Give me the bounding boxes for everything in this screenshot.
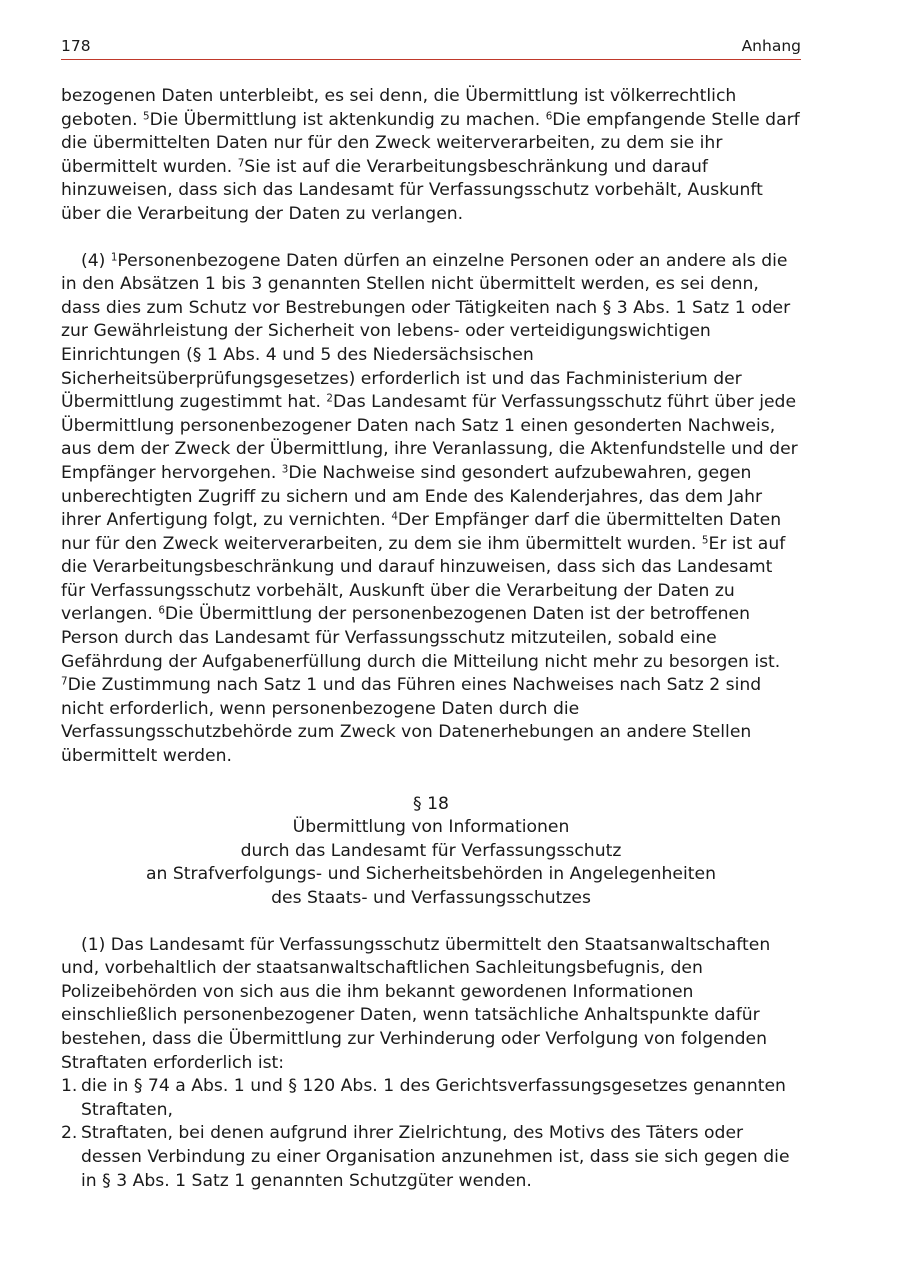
- sentence-number: 3: [281, 463, 289, 476]
- section-title-line: des Staats- und Verfassungsschutzes: [271, 888, 591, 908]
- enumerated-list: [61, 1075, 801, 1193]
- section-title-line: Übermittlung von Informationen: [292, 817, 570, 838]
- page-header: [61, 36, 801, 60]
- page-number: 178: [61, 37, 91, 55]
- paragraph-continuation: [61, 85, 801, 227]
- sentence: Die Zustimmung nach Satz 1 und das Führen eines Nachweises nach Satz 2 sind nicht erforderlich, wenn personenbezogene Daten durch die Verfassungsschutzbehörde zum Zweck von Datenerhebungen an andere Stellen übermittelt werden.: [61, 675, 762, 767]
- sentence-number: 6: [158, 604, 165, 617]
- list-item: [61, 1122, 801, 1193]
- sentence-number: 5: [143, 109, 150, 122]
- sentence-number: 1: [110, 250, 118, 263]
- sentence: Der Empfänger darf die übermittelten Daten nur für den Zweck weiterverarbeiten, zu dem sie ihm übermittelt wurden.: [61, 510, 782, 554]
- sentence-number: 7: [237, 157, 245, 170]
- section-title-line: durch das Landesamt für Verfassungsschutz: [240, 840, 622, 861]
- section-heading: [61, 793, 801, 911]
- sentence-number: 4: [391, 510, 398, 523]
- list-item: [61, 1075, 801, 1122]
- sentence: Die Übermittlung ist aktenkundig zu machen.: [149, 109, 546, 130]
- sentence: Die empfangende Stelle darf die übermittelten Daten nur für den Zweck weiterverarbeiten, zu dem sie ihr übermittelt wurden.: [61, 109, 800, 177]
- list-item-text: die in § 74 a Abs. 1 und § 120 Abs. 1 des Gerichtsverfassungsgesetzes genannten Straftaten,: [81, 1076, 786, 1120]
- sentence: Sie ist auf die Verarbeitungsbeschränkung und darauf hinzuweisen, dass sich das Landesamt für Verfassungsschutz vorbehält, Auskunft über die Verarbeitung der Daten zu verlangen.: [61, 156, 763, 224]
- sentence: Er ist auf die Verarbeitungsbeschränkung und darauf hinzuweisen, dass sich das Landesamt für Verfassungsschutz vorbehält, Auskunft über die Verarbeitung der Daten zu verlangen.: [61, 533, 786, 625]
- section-title-line: an Strafverfolgungs- und Sicherheitsbehörden in Angelegenheiten: [146, 864, 716, 885]
- document-page: [61, 36, 801, 1193]
- list-item-number: 2.: [61, 1123, 78, 1144]
- document-body: [61, 85, 801, 1193]
- sentence: Die Nachweise sind gesondert aufzubewahren, gegen unberechtigten Zugriff zu sichern und am Ende des Kalenderjahres, das dem Jahr ihrer Anfertigung folgt, zu vernichten.: [61, 462, 763, 531]
- sentence-number: 6: [545, 109, 553, 122]
- paragraph-4: [61, 250, 801, 769]
- sentence: Personenbezogene Daten dürfen an einzelne Personen oder an andere als die in den Absätzen 1 bis 3 genannten Stellen nicht übermittelt werden, es sei denn, dass dies zum Schutz vor Bestrebungen oder Tätigkeiten nach § 3 Abs. 1 Satz 1 oder zur Gewährleistung der Sicherheit von lebens- oder verteidigungswichtigen Einrichtungen (§ 1 Abs. 4 und 5 des Niedersächsischen Sicherheitsüberprüfungsgesetzes) erforderlich ist und das Fachministerium der Übermittlung zugestimmt hat.: [61, 250, 791, 413]
- paragraph-18-1: (1) Das Landesamt für Verfassungsschutz übermittelt den Staatsanwaltschaften und, vorbehaltlich der staatsanwaltschaftlichen Sachleitungsbefugnis, den Polizeibehörden von sich aus die ihm bekannt gewordenen Informationen einschließlich personenbezogener Daten, wenn tatsächliche Anhaltspunkte dafür bestehen, dass die Übermittlung zur Verhinderung oder Verfolgung von folgenden Straftaten erforderlich ist:: [61, 934, 771, 1073]
- list-item-text: Straftaten, bei denen aufgrund ihrer Zielrichtung, des Motivs des Täters oder dessen Verbindung zu einer Organisation anzunehmen ist, dass sie sich gegen die in § 3 Abs. 1 Satz 1 genannten Schutzgüter wenden.: [81, 1123, 790, 1191]
- running-section-title: Anhang: [741, 37, 801, 55]
- sentence-number: 7: [61, 675, 68, 688]
- paragraph-label: (4): [81, 250, 111, 271]
- sentence: bezogenen Daten unterbleibt, es sei denn, die Übermittlung ist völkerrechtlich geboten.: [61, 86, 737, 130]
- sentence: Die Übermittlung der personenbezogenen Daten ist der betroffenen Person durch das Landesamt für Verfassungsschutz mitzuteilen, sobald eine Gefährdung der Aufgabenerfüllung durch die Mitteilung nicht mehr zu besorgen ist.: [61, 604, 781, 672]
- sentence-number: 2: [326, 392, 333, 405]
- sentence-number: 5: [701, 534, 709, 547]
- sentence: Das Landesamt für Verfassungsschutz führt über jede Übermittlung personenbezogener Daten nach Satz 1 einen gesonderten Nachweis, aus dem der Zweck der Übermittlung, ihre Veranlassung, die Aktenfundstelle und der Empfänger hervorgehen.: [61, 392, 798, 483]
- section-number: § 18: [413, 793, 449, 814]
- list-item-number: 1.: [61, 1076, 78, 1097]
